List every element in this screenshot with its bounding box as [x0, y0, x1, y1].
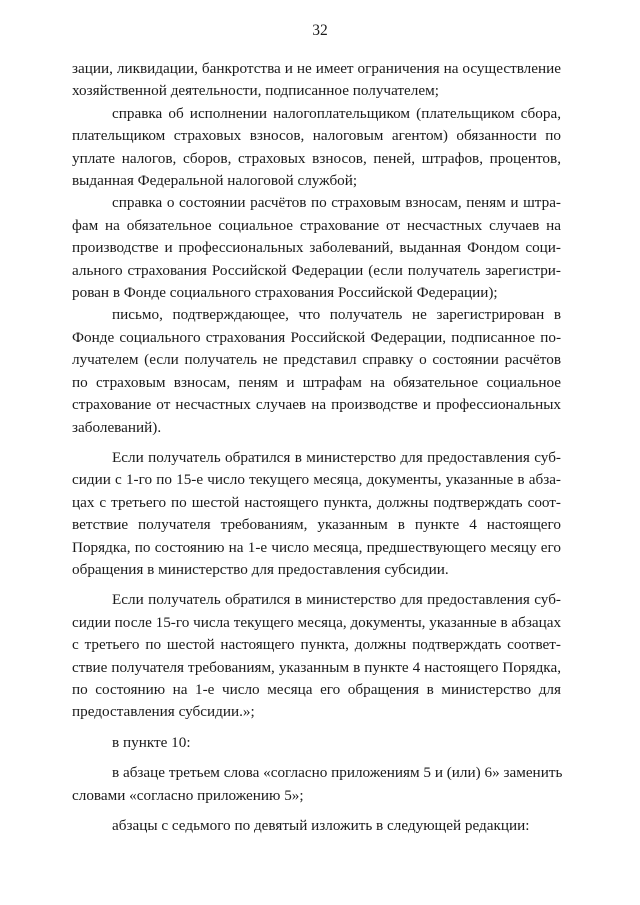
- text-line: ветствие получателя требованиям, указанным в пункте 4 настоящего: [72, 516, 561, 534]
- text-line: заболеваний).: [72, 418, 162, 436]
- text-line: сидии с 1-го по 15-е число текущего месяца, документы, указанные в абза-: [72, 471, 561, 489]
- text-line: зации, ликвидации, банкротства и не имеет ограничения на осуществление: [72, 60, 561, 77]
- paragraph: [72, 192, 561, 304]
- page-number: 32: [312, 22, 328, 39]
- text-line: уплате налогов, сборов, страховых взносов, пеней, штрафов, процентов,: [72, 149, 561, 167]
- text-line: словами «согласно приложению 5»;: [72, 786, 304, 804]
- text-line: выданная Федеральной налоговой службой;: [72, 172, 358, 190]
- document-body: [72, 58, 561, 837]
- text-line: справка об исполнении налогоплательщиком (плательщиком сбора,: [112, 104, 561, 122]
- text-line: сидии после 15-го числа текущего месяца, документы, указанные в абзацах: [72, 613, 562, 631]
- paragraph: [72, 815, 561, 837]
- paragraph: [72, 103, 561, 193]
- text-line: рован в Фонде социального страхования Российской Федерации);: [72, 284, 498, 302]
- text-line: ального страхования Российской Федерации (если получатель зарегистри-: [72, 261, 561, 279]
- paragraph: [72, 732, 561, 754]
- paragraph: [72, 447, 561, 581]
- text-line: письмо, подтверждающее, что получатель не зарегистрирован в: [112, 306, 561, 324]
- text-line: производстве и профессиональных заболеваний, выданная Фондом соци-: [72, 239, 561, 257]
- text-line: в пункте 10:: [112, 733, 191, 751]
- text-line: по страховым взносам, пеням и штрафам на обязательное социальное: [72, 373, 561, 391]
- text-line: по состоянию на 1-е число месяца его обращения в министерство для: [72, 680, 561, 698]
- text-line: хозяйственной деятельности, подписанное получателем;: [72, 82, 439, 100]
- paragraph: [72, 589, 561, 723]
- text-line: Порядка, по состоянию на 1-е число месяца, предшествующего месяцу его: [72, 538, 561, 556]
- text-line: обращения в министерство для предоставления субсидии.: [72, 560, 449, 578]
- text-line: предоставления субсидии.»;: [72, 703, 255, 721]
- text-line: в абзаце третьем слова «согласно приложениям 5 и (или) 6» заменить: [112, 764, 563, 782]
- text-line: плательщиком страховых взносов, налоговым агентом) обязанности по: [72, 127, 561, 145]
- text-line: абзацы с седьмого по девятый изложить в следующей редакции:: [112, 817, 530, 834]
- paragraph: [72, 58, 561, 103]
- text-line: Фонде социального страхования Российской Федерации, подписанное по-: [72, 328, 561, 346]
- text-line: с третьего по шестой настоящего пункта, должны подтверждать соответ-: [72, 636, 561, 654]
- text-line: справка о состоянии расчётов по страховым взносам, пеням и штра-: [112, 194, 561, 212]
- text-line: страхование от несчастных случаев на производстве и профессиональных: [72, 396, 561, 414]
- paragraph: [72, 304, 561, 438]
- text-line: лучателем (если получатель не представил справку о состоянии расчётов: [72, 351, 561, 369]
- text-line: ствие получателя требованиям, указанным в пункте 4 настоящего Порядка,: [72, 658, 561, 676]
- text-line: Если получатель обратился в министерство для предоставления суб-: [112, 448, 561, 466]
- text-line: фам на обязательное социальное страхование от несчастных случаев на: [72, 216, 561, 234]
- paragraph: [72, 762, 561, 807]
- text-line: цах с третьего по шестой настоящего пункта, должны подтверждать соот-: [72, 493, 561, 511]
- text-line: Если получатель обратился в министерство для предоставления суб-: [112, 591, 561, 609]
